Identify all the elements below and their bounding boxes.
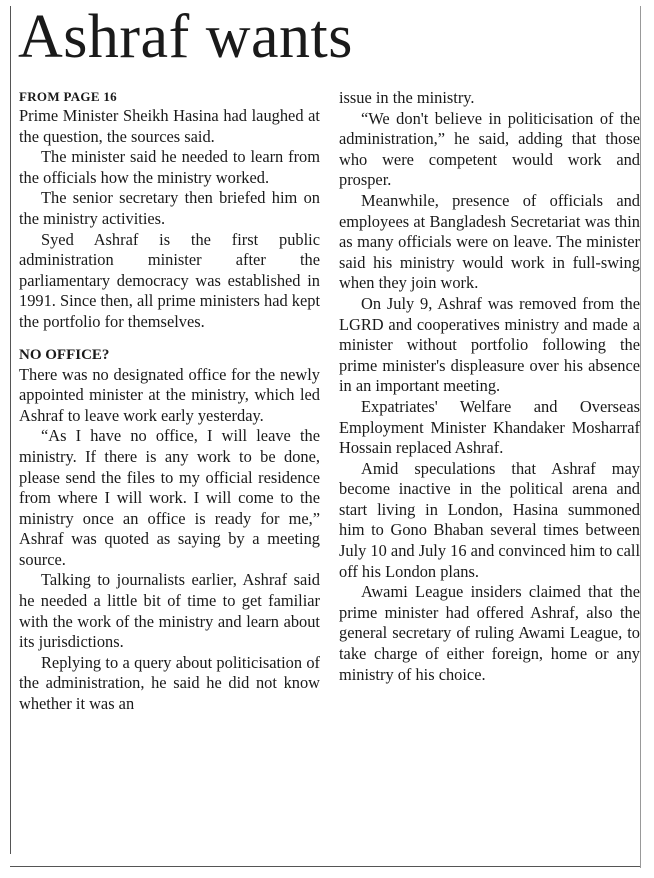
paragraph: Amid speculations that Ashraf may become inactive in the political arena and start living in London, Hasina summoned him to Gono Bhaban several times between July 10 and July 16 and convinced him to call off his London plans. [339,458,640,581]
paragraph: Syed Ashraf is the first public administration minister after the parliamentary democracy was established in 1991. Since then, all prime ministers had kept the portfolio for themselves. [19,229,320,331]
headline: Ashraf wants [18,3,353,71]
subhead: NO OFFICE? [19,346,110,363]
paragraph: On July 9, Ashraf was removed from the LGRD and cooperatives ministry and made a minister without portfolio following the prime minister's displeasure over his absence in an important meeting. [339,293,640,396]
paragraph: The senior secretary then briefed him on the ministry activities. [19,188,320,228]
paragraph: Meanwhile, presence of officials and employees at Bangladesh Secretariat was thin as many officials were on leave. The minister said his ministry would work in full-swing when they join work. [339,190,640,293]
paragraph: “As I have no office, I will leave the ministry. If there is any work to be done, please send the files to my official residence from where I will work. I will come to the ministry once an office is ready for me,” Ashraf was quoted as saying by a meeting source. [19,426,320,569]
paragraph: The minister said he needed to learn from the officials how the ministry worked. [19,147,320,187]
left-border-rule [10,6,11,854]
right-column [339,88,640,685]
paragraph: “We don't believe in politicisation of the administration,” he said, adding that those who were competent would work and prosper. [339,108,640,190]
paragraph: Replying to a query about politicisation of the administration, he said he did not know whether it was an [19,652,320,714]
paragraph: Talking to journalists earlier, Ashraf said he needed a little bit of time to get familiar with the work of the ministry and learn about its jurisdictions. [19,570,320,652]
paragraph: Prime Minister Sheikh Hasina had laughed at the question, the sources said. [19,106,320,146]
paragraph: Awami League insiders claimed that the prime minister had offered Ashraf, also the general secretary of ruling Awami League, to take charge of either foreign, home or any ministry of his choice. [339,582,640,684]
left-column [19,88,320,715]
continuation-label: FROM PAGE 16 [19,89,117,104]
paragraph: There was no designated office for the newly appointed minister at the ministry, which led Ashraf to leave work early yesterday. [19,364,320,425]
paragraph: Expatriates' Welfare and Overseas Employment Minister Khandaker Mosharraf Hossain replaced Ashraf. [339,396,640,458]
bottom-border-rule [10,866,640,867]
paragraph: issue in the ministry. [339,88,475,107]
right-border-rule [640,6,641,868]
